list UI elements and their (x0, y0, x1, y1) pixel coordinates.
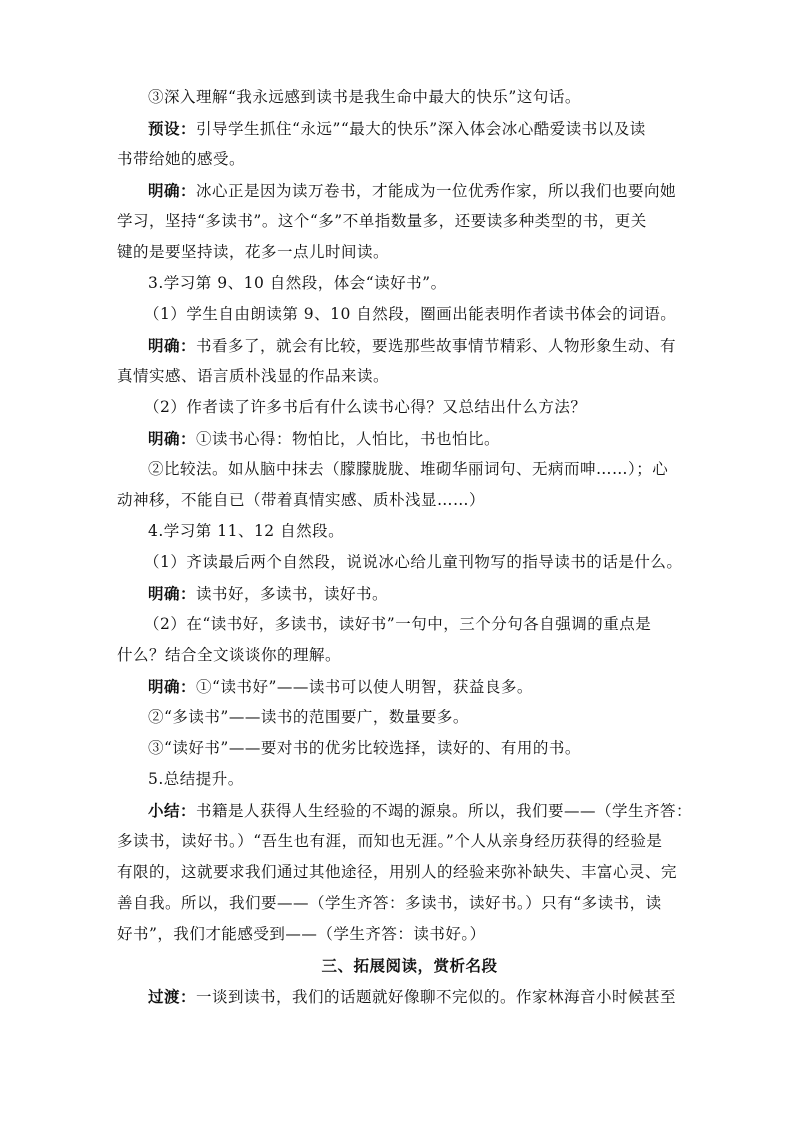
paragraph-line: 什么？结合全文谈谈你的理解。 (117, 646, 342, 664)
paragraph-text: 读书好，多读书，读好书。 (196, 585, 389, 603)
section-heading: 三、拓展阅读，赏析名段 (321, 956, 498, 975)
paragraph-line: 学习，坚持“多读书”。这个“多”不单指数量多，还要读多种类型的书，更关 (117, 212, 647, 230)
paragraph-line: 键的是要坚持读，花多一点儿时间读。 (117, 243, 390, 261)
paragraph-line: ③深入理解“我永远感到读书是我生命中最大的快乐”这句话。 (148, 88, 581, 106)
label-clarify: 明确： (148, 336, 197, 355)
paragraph-line (117, 423, 682, 454)
paragraph-line: （1）齐读最后两个自然段，说说冰心给儿童刊物写的指导读书的话是什么。 (144, 553, 683, 571)
document-page (117, 82, 693, 1012)
paragraph-line: （2）作者读了许多书后有什么读书心得？又总结出什么方法？ (144, 398, 587, 416)
label-summary: 小结： (148, 801, 197, 820)
paragraph-line (117, 981, 682, 1012)
paragraph-text: 引导学生抓住“永远”“最大的快乐”深入体会冰心酷爱读书以及读 (196, 120, 646, 138)
paragraph-text: 一谈到读书，我们的话题就好像聊不完似的。作家林海音小时候甚至 (196, 988, 677, 1006)
label-clarify: 明确： (148, 181, 197, 200)
paragraph-line: ②比较法。如从脑中抹去（朦朦胧胧、堆砌华丽词句、无病而呻……）；心 (148, 460, 669, 478)
label-clarify: 明确： (148, 584, 197, 603)
section-item: 4.学习第 11、12 自然段。 (148, 522, 345, 540)
section-item: 3.学习第 9、10 自然段，体会“读好书”。 (148, 274, 447, 292)
paragraph-text: ①读书心得：物怕比，人怕比，书也怕比。 (196, 430, 501, 448)
paragraph-line: （1）学生自由朗读第 9、10 自然段，圈画出能表明作者读书体会的词语。 (144, 305, 677, 323)
section-item: 5.总结提升。 (148, 770, 244, 788)
paragraph-line: 动神移，不能自已（带着真情实感、质朴浅显……） (117, 491, 486, 509)
label-clarify: 明确： (148, 677, 197, 696)
paragraph-line: ②“多读书”——读书的范围要广，数量要多。 (148, 708, 469, 726)
paragraph-text: 书籍是人获得人生经验的不竭的源泉。所以，我们要——（学生齐答： (196, 802, 693, 820)
label-preset: 预设： (148, 119, 197, 138)
paragraph-line (117, 671, 682, 702)
paragraph-text: ①“读书好”——读书可以使人明智，获益良多。 (196, 678, 533, 696)
paragraph-line (117, 578, 682, 609)
paragraph-line: 善自我。所以，我们要——（学生齐答：多读书，读好书。）只有“多读书，读 (117, 894, 662, 912)
paragraph-line: ③“读好书”——要对书的优劣比较选择，读好的、有用的书。 (148, 739, 581, 757)
paragraph-line: 有限的，这就要求我们通过其他途径，用别人的经验来弥补缺失、丰富心灵、完 (117, 863, 678, 881)
paragraph-line (117, 330, 682, 361)
paragraph-line (117, 795, 693, 826)
paragraph-line (117, 113, 682, 144)
paragraph-line: 书带给她的感受。 (117, 150, 246, 168)
paragraph-line: 真情实感、语言质朴浅显的作品来读。 (117, 367, 390, 385)
paragraph-line: 好书”，我们才能感受到——（学生齐答：读书好。） (117, 925, 486, 943)
paragraph-line (117, 175, 682, 206)
paragraph-line: （2）在“读书好，多读书，读好书”一句中，三个分句各自强调的重点是 (144, 615, 652, 633)
label-transition: 过渡： (148, 987, 197, 1006)
paragraph-text: 冰心正是因为读万卷书，才能成为一位优秀作家，所以我们也要向她 (196, 182, 677, 200)
paragraph-line: 多读书，读好书。）“吾生也有涯，而知也无涯。”个人从亲身经历获得的经验是 (117, 832, 663, 850)
paragraph-text: 书看多了，就会有比较，要选那些故事情节精彩、人物形象生动、有 (196, 337, 677, 355)
label-clarify: 明确： (148, 429, 197, 448)
